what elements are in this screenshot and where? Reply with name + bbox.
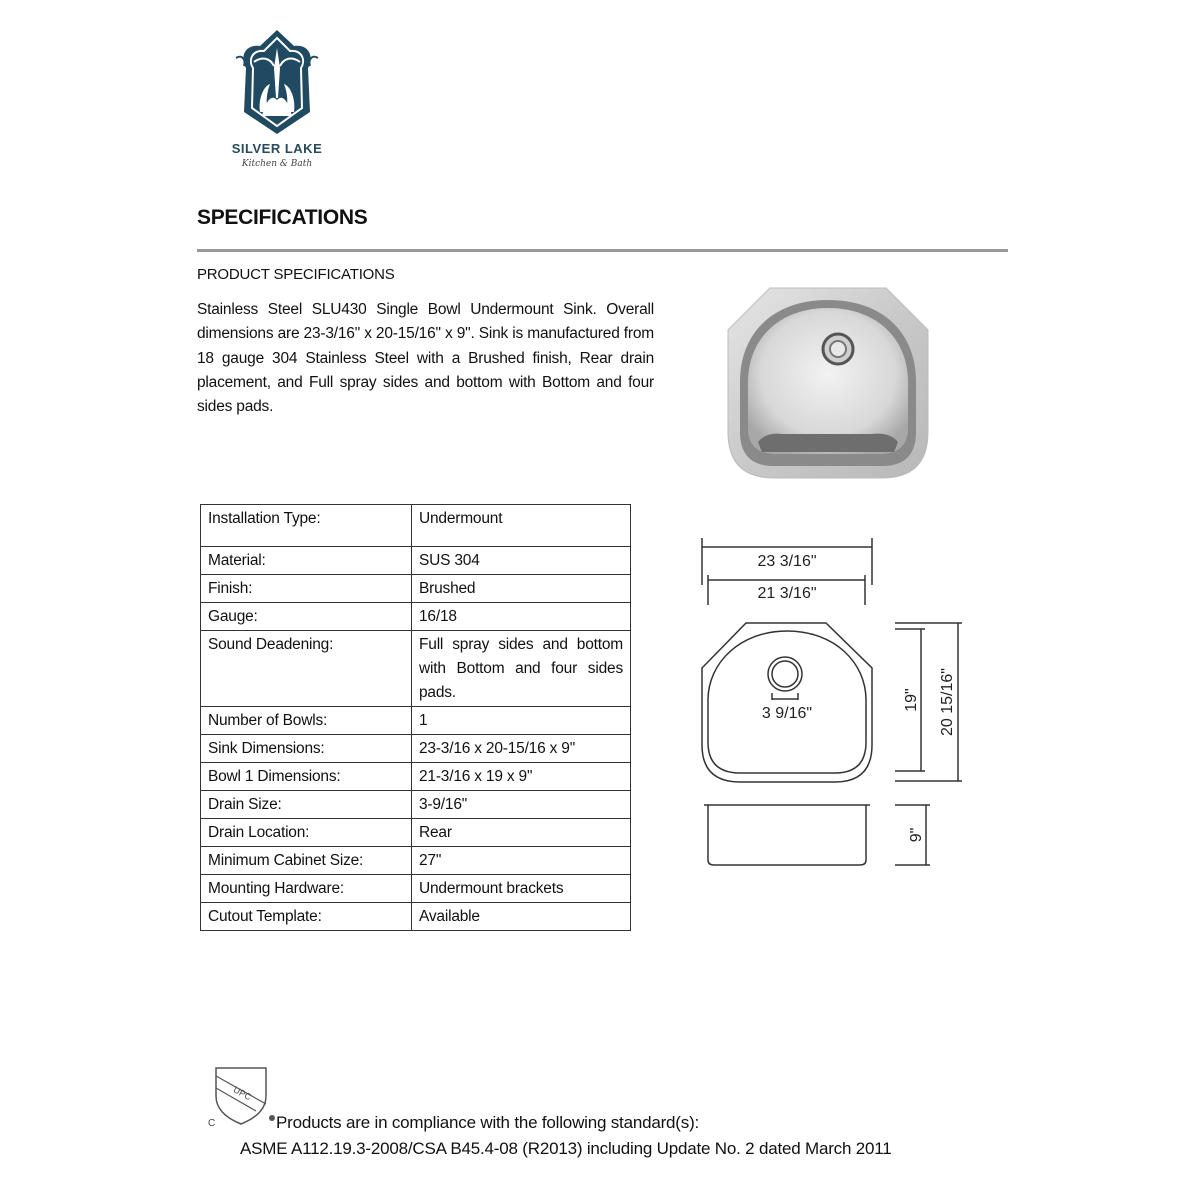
spec-value: Undermount brackets <box>412 875 631 903</box>
overall-length-label: 20 15/16" <box>939 668 956 736</box>
table-row <box>201 903 631 931</box>
spec-value: 21-3/16 x 19 x 9" <box>412 763 631 791</box>
compliance-standard: ASME A112.19.3-2008/CSA B45.4-08 (R2013) including Update No. 2 dated March 2011 <box>240 1139 892 1158</box>
spec-label: Sink Dimensions: <box>201 735 412 763</box>
spec-label: Installation Type: <box>201 505 412 547</box>
table-row <box>201 875 631 903</box>
table-row <box>201 847 631 875</box>
spec-label: Sound Deadening: <box>201 631 412 707</box>
spec-value: 23-3/16 x 20-15/16 x 9" <box>412 735 631 763</box>
table-row <box>201 791 631 819</box>
spec-label: Drain Size: <box>201 791 412 819</box>
depth-label: 9" <box>908 827 925 843</box>
spec-value: Undermount <box>412 505 631 547</box>
spec-label: Material: <box>201 547 412 575</box>
spec-value: Rear <box>412 819 631 847</box>
table-row <box>201 631 631 707</box>
spec-label: Bowl 1 Dimensions: <box>201 763 412 791</box>
spec-value: 27" <box>412 847 631 875</box>
spec-label: Number of Bowls: <box>201 707 412 735</box>
spec-label: Finish: <box>201 575 412 603</box>
spec-value: 1 <box>412 707 631 735</box>
table-row <box>201 819 631 847</box>
overall-width-label: 23 3/16" <box>757 553 817 570</box>
c-mark: C <box>208 1118 216 1128</box>
sink-photo <box>722 282 934 482</box>
table-row <box>201 547 631 575</box>
product-description: Stainless Steel SLU430 Single Bowl Undermount Sink. Overall dimensions are 23-3/16" x 20-15/16" x 9". Sink is manufactured from 18 gauge 304 Stainless Steel with a Brushed finish, Rear drain placement, and Full spray sides and bottom with Bottom and four sides pads. <box>197 301 654 416</box>
spec-value: SUS 304 <box>412 547 631 575</box>
spec-label: Drain Location: <box>201 819 412 847</box>
spec-value: 16/18 <box>412 603 631 631</box>
drain-diameter-label: 3 9/16" <box>761 705 813 722</box>
bowl-length-label: 19" <box>903 688 920 712</box>
spec-label: Mounting Hardware: <box>201 875 412 903</box>
spec-label: Gauge: <box>201 603 412 631</box>
table-row <box>201 763 631 791</box>
table-row <box>201 735 631 763</box>
table-row <box>201 505 631 547</box>
spec-value: Available <box>412 903 631 931</box>
upc-certification-icon <box>208 1066 278 1128</box>
table-row <box>201 707 631 735</box>
upc-mark-text: UPC <box>231 1084 254 1103</box>
brand-name: SILVER LAKE <box>231 141 323 156</box>
brand-logo <box>222 28 332 178</box>
dimension-drawing <box>690 535 980 875</box>
lake-emblem-icon <box>222 28 332 140</box>
spec-value: 3-9/16" <box>412 791 631 819</box>
table-row <box>201 603 631 631</box>
spec-label: Cutout Template: <box>201 903 412 931</box>
spec-value: Full spray sides and bottom with Bottom and four sides pads. <box>412 631 631 707</box>
spec-value: Brushed <box>412 575 631 603</box>
spec-label: Minimum Cabinet Size: <box>201 847 412 875</box>
compliance-statement: Products are in compliance with the following standard(s): <box>276 1113 700 1132</box>
title-divider <box>197 249 1008 252</box>
brand-tagline: Kitchen & Bath <box>241 159 313 169</box>
section-title: PRODUCT SPECIFICATIONS <box>197 266 395 283</box>
spec-table <box>200 504 631 931</box>
page-title: SPECIFICATIONS <box>197 206 368 229</box>
table-row <box>201 575 631 603</box>
bowl-width-label: 21 3/16" <box>757 585 817 602</box>
